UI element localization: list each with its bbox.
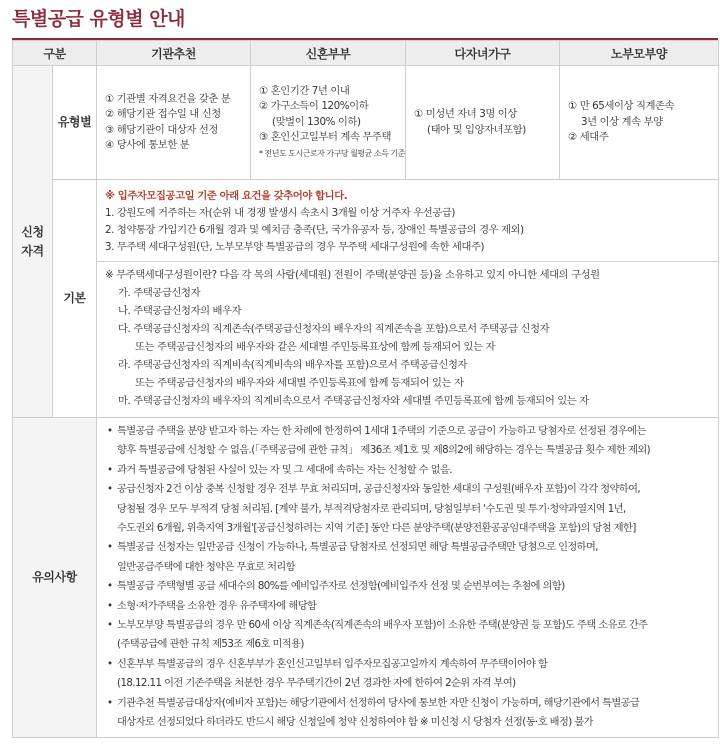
basic-cell bbox=[97, 180, 719, 418]
note-text: 소형·저가주택을 소유한 경우 유주택자에 해당함 bbox=[117, 600, 317, 612]
definition-item: 라. 주택공급신청자의 직계비속(직계비속의 배우자를 포함)으로서 주택공급신청자 bbox=[118, 359, 468, 371]
notes-cell bbox=[97, 418, 719, 738]
note-text: 과거 특별공급에 당첨된 사실이 있는 자 및 그 세대에 속하는 자는 신청할 수 없음. bbox=[117, 464, 452, 476]
qualification-label bbox=[13, 66, 53, 418]
note-text: 특별공급 주택을 분양 받고자 하는 자는 한 차례에 한정하여 1세대 1주택의 기준으로 공급이 가능하고 당첨자로 선정된 경우에는 bbox=[117, 426, 646, 437]
basic-item: 3. 무주택 세대구성원(단, 노부모부양 특별공급의 경우 무주택 세대구성원에 속한 세대주) bbox=[105, 241, 485, 253]
note-item bbox=[107, 461, 712, 480]
gigwan-line: ③ 해당기관이 대상자 선정 bbox=[105, 123, 218, 136]
note-item bbox=[107, 616, 712, 635]
definition-item: 또는 주택공급신청자의 배우자와 같은 세대별 주민등록표상에 함께 등재되어 있는 자 bbox=[135, 341, 496, 353]
nobumo-line: 3년 이상 계속 부양 bbox=[581, 115, 663, 128]
note-text: 노부모부양 특별공급의 경우 만 60세 이상 직계존속(직계존속의 배우자 포함)이 소유한 주택(분양권 등 포함)도 주택 소유로 간주 bbox=[117, 620, 648, 632]
sinhon-line: ② 가구소득이 120%이하 bbox=[259, 100, 369, 113]
gigwan-line: ④ 당사에 통보한 분 bbox=[105, 139, 190, 151]
note-text: 특별공급 신청자는 일반공급 신청이 가능하나, 특별공급 당첨자로 선정되면 해당 특별공급주택만 당첨으로 인정하며, bbox=[117, 542, 598, 554]
type-row bbox=[13, 66, 719, 180]
note-text: 특별공급 주택형별 공급 세대수의 80%를 예비입주자로 선정함(예비입주자 선정 및 순번부여는 추첨에 의함) bbox=[117, 581, 565, 593]
definition-item: 나. 주택공급신청자의 배우자 bbox=[118, 305, 242, 317]
sinhon-note: * 전년도 도시근로자 가구당 월평균 소득 기준 bbox=[259, 148, 405, 158]
basic-requirements bbox=[97, 183, 718, 262]
note-item bbox=[107, 597, 712, 616]
header-category: 구분 bbox=[13, 41, 97, 66]
notes-label: 유의사항 bbox=[13, 418, 97, 738]
notes-list bbox=[97, 418, 718, 737]
note-continuation: 대상자로 선정되었다 하더라도 반드시 해당 신청일에 청약 신청하여야 함 ※ 미신청 시 당첨자 선정(동·호 배정) 불가 bbox=[117, 717, 593, 729]
gigwan-line: ② 해당기관 접수일 내 신청 bbox=[105, 108, 221, 120]
definition-item: 또는 주택공급신청자의 배우자와 세대별 주민등록표에 함께 등재되어 있는 자 bbox=[135, 377, 464, 389]
nobumo-cell bbox=[560, 66, 719, 180]
header-row bbox=[13, 41, 719, 66]
gigwan-cell bbox=[97, 66, 251, 180]
note-continuation: (18.12.11 이전 기존주택을 처분한 경우 무주택기간이 2년 경과한 자에 한하여 2순위 자격 부여) bbox=[117, 678, 516, 690]
note-continuation: 향후 특별공급에 신청할 수 없음.(「주택공급에 관한 규칙」 제36조 제1호 및 제8의2에 해당하는 경우는 특별공급 횟수 제한 제외) bbox=[117, 445, 651, 457]
header-dajanyeo: 다자녀가구 bbox=[406, 41, 560, 66]
dajanyeo-line: ① 미성년 자녀 3명 이상 bbox=[414, 108, 517, 120]
note-item bbox=[107, 538, 712, 557]
qualification-label-text: 신청 자격 bbox=[21, 224, 44, 258]
note-continuation: (주택공급에 관한 규칙 제53조 제6호 미적용) bbox=[117, 639, 304, 651]
note-text: 기관추천 특별공급대상자(예비자 포함)는 해당기관에서 선정하여 당사에 통보한 자만 신청이 가능하며, 해당기관에서 특별공급 bbox=[117, 697, 640, 709]
note-item bbox=[107, 480, 712, 499]
dajanyeo-cell bbox=[406, 66, 560, 180]
definition-item: 가. 주택공급신청자 bbox=[118, 287, 201, 299]
basic-row bbox=[13, 180, 719, 418]
note-item bbox=[107, 577, 712, 596]
basic-label: 기본 bbox=[53, 180, 97, 418]
definition-item: 마. 주택공급신청자의 배우자의 직계비속으로서 주택공급신청자와 세대별 주민등록표에 함께 등재되어 있는 자 bbox=[118, 395, 589, 407]
nobumo-line: ① 만 65세이상 직계존속 bbox=[568, 100, 675, 113]
note-text: 신혼부부 특별공급의 경우 신혼부부가 혼인신고일부터 입주자모집공고일까지 계속하여 무주택이어야 함 bbox=[117, 658, 548, 670]
note-text: 공급신청자 2건 이상 중복 신청할 경우 전부 무효 처리되며, 공급신청자와 동일한 세대의 구성원(배우자 포함)이 각각 청약하여, bbox=[117, 484, 641, 496]
note-item bbox=[107, 422, 712, 441]
sinhon-line: ① 혼인기간 7년 이내 bbox=[259, 84, 350, 97]
dajanyeo-line: (태아 및 입양자녀포함) bbox=[427, 123, 526, 136]
sinhon-line: ③ 혼인신고일부터 계속 무주택 bbox=[259, 131, 392, 144]
note-continuation: 일반공급주택에 대한 청약은 무효로 처리함 bbox=[117, 561, 296, 573]
page-title: 특별공급 유형별 안내 bbox=[12, 8, 185, 30]
basic-item: 1. 강원도에 거주하는 자(순위 내 경쟁 발생시 속초시 3개월 이상 거주자 우선공급) bbox=[105, 207, 455, 219]
basic-definitions bbox=[97, 262, 718, 414]
header-nobumo: 노부모부양 bbox=[560, 41, 719, 66]
basic-item: 2. 청약통장 가입기간 6개월 경과 및 예치금 충족(단, 국가유공자 등, 장애인 특별공급의 경우 제외) bbox=[105, 224, 524, 236]
note-item bbox=[107, 655, 712, 674]
header-gigwan: 기관추천 bbox=[97, 41, 251, 66]
sinhon-line: (맞벌이 130% 이하) bbox=[272, 115, 361, 128]
gigwan-line: ① 기관별 자격요건을 갖춘 분 bbox=[105, 92, 231, 105]
note-continuation: 수도권외 6개월, 위축지역 3개월'[공급신청하려는 지역 기준] 동안 다른 분양주택(분양전환공공임대주택을 포함)의 당첨 제한] bbox=[117, 523, 636, 535]
definition-item: 다. 주택공급신청자의 직계존속(주택공급신청자의 배우자의 직계존속을 포함)으로서 주택공급 신청자 bbox=[118, 323, 550, 335]
header-sinhon: 신혼부부 bbox=[251, 41, 406, 66]
definition-head: ※ 무주택세대구성원이란? 다음 각 목의 사람(세대원) 전원이 주택(분양권 등)을 소유하고 있지 아니한 세대의 구성원 bbox=[105, 269, 600, 281]
nobumo-line: ② 세대주 bbox=[568, 131, 609, 144]
basic-head: ※ 입주자모집공고일 기준 아래 요건을 갖추어야 합니다. bbox=[105, 190, 348, 202]
type-label: 유형별 bbox=[53, 66, 97, 180]
special-supply-table bbox=[12, 40, 719, 738]
notes-row bbox=[13, 418, 719, 738]
note-item bbox=[107, 694, 712, 713]
note-continuation: 당첨될 경우 모두 부적격 당첨 처리됨. [계약 불가, 부적격당첨자로 관리되며, 당첨일부터 '수도권 및 투기·청약과열지역 1년, bbox=[117, 503, 626, 515]
sinhon-cell bbox=[251, 66, 406, 180]
